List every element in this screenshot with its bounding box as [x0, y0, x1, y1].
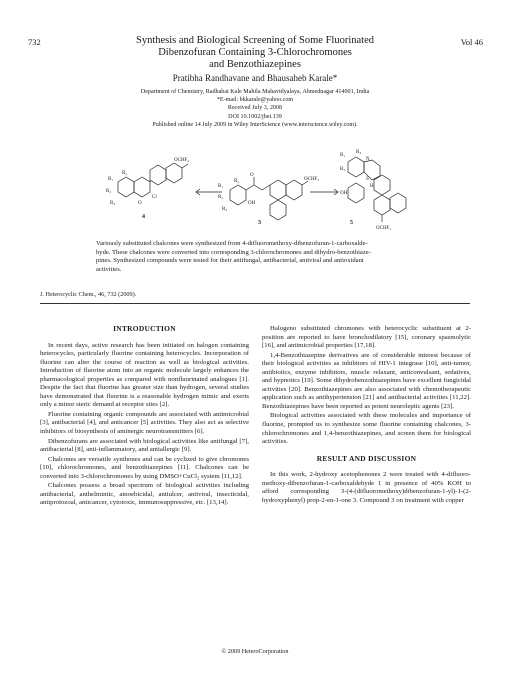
authors: Pratibha Randhavane and Bhausaheb Karale*: [172, 73, 338, 83]
figure-group-label: S: [366, 177, 369, 182]
substituent-label: R₂: [340, 167, 346, 172]
substituent-label: R₃: [222, 207, 228, 212]
paragraph: Chalcones are versatile synthones and can be cyclized to give chromones [10], chlorochromones, and benzothiazepines [11]. Chalcones can be converted into 3-chlorochromones by using DMSO+CuCl₂ system [11,12].: [40, 455, 249, 480]
affiliation-line: Department of Chemistry, Radhabai Kale Mahila Mahavidyalaya, Ahmednagar 414001, India: [140, 89, 370, 95]
compound-label-3: 3: [258, 220, 261, 226]
substituent-label: R₁: [218, 184, 224, 189]
substituent-label: R₄: [122, 171, 128, 176]
paragraph: Chalcones possess a broad spectrum of biological activities including antibacterial, anthelmintic, amoebicidal, antiulcer, antiviral, insecticidal, antiprotozoal, anticancer, cytotoxic, immunosuppressive, etc. [13,14].: [40, 482, 249, 507]
section-heading-results: RESULT AND DISCUSSION: [316, 453, 417, 463]
copyright-footer: © 2009 HeteroCorporation: [221, 648, 289, 655]
figure-group-label: OCHF₂: [376, 226, 392, 231]
divider: [40, 303, 470, 304]
figure-group-label: OCHF₂: [174, 158, 190, 163]
substituent-label: R₂: [106, 189, 112, 194]
volume-label: Vol 46: [460, 37, 483, 47]
affiliation-block: [60, 88, 450, 129]
abstract-line: activities.: [96, 265, 122, 273]
substituent-label: R₄: [234, 179, 240, 184]
published-line: Published online 14 July 2009 in Wiley InterScience (www.interscience.wiley.com).: [152, 121, 358, 128]
section-heading-introduction: INTRODUCTION: [113, 324, 176, 333]
paragraph: Biological activities associated with these molecules and importance of fluorine, prompted us to synthesize some fluorine containing chalcones, 3-chlorochromones and 1,4-benzothiazepines, and screen them for biological activities.: [262, 412, 471, 446]
figure-group-label: O: [138, 201, 142, 206]
figure-group-label: Cl: [152, 195, 157, 200]
paragraph: Fluorine containing organic compounds are associated with antimicrobial [3], antibacterial [4], and anticancer [5] activities. They also act as selective inhibitors of biosynthesis of aminergic neurotransmitters [6].: [40, 410, 249, 436]
left-column: [40, 325, 249, 509]
graphical-abstract-figure: [100, 140, 420, 235]
substituent-label: R₂: [218, 195, 224, 200]
figure-group-label: OCHF₂: [304, 177, 320, 182]
figure-group-label: N: [366, 157, 370, 162]
figure-group-label: O: [250, 173, 254, 178]
journal-reference: J. Heterocyclic Chem., 46, 732 (2009).: [40, 291, 137, 298]
right-column: [262, 325, 471, 506]
email-line: *E-mail: bkkarale@yahoo.com: [216, 97, 294, 104]
page-number: 732: [28, 37, 41, 47]
substituent-label: R₃: [110, 201, 116, 206]
title-line: and Benzothiazepines: [209, 59, 301, 70]
paragraph: In this work, 2-hydroxy acetophenones 2 were treated with 4-difluoro-methoxy-dibenzofuran-1-carboxaldehyde 1 in presence of 40% KOH to afford corresponding 3-(4-(difluoromethoxy)dibenzofuran-1-yl)-1-(2-hydroxyphenyl) prop-2-en-1-one 3. Compound 3 on treatment with copper: [262, 471, 471, 504]
substituent-label: R₄: [356, 150, 362, 155]
paragraph: 1,4-Benzothiazepine derivatives are of considerable interest because of their biological activities as inhibitors of HIV-1 integrase [10], anti-tumor, antibiotics, enzyme inhibitors, muscle relaxant, anticonvulsant, sedatives, and hypnotics [19]. Some dihydrobenzothiazepines have excellent fungicidal activities [20]. Benzothiazepines are also associated with chemotherapeutic application such as antihypertension [21] and antibacterial activities [11,22]. Benzothiazepines have been reported as potent neuroleptic agents [23].: [262, 351, 471, 410]
compound-label-4: 4: [142, 214, 145, 220]
substituent-label: R₁: [340, 153, 346, 158]
received-line: Received July 3, 2008: [227, 105, 283, 112]
figure-group-label: H: [370, 184, 374, 189]
substituent-label: R₁: [108, 177, 114, 182]
paragraph: In recent days, active research has been initiated on halogen containing heterocycles, particularly fluorine containing heterocycles. Incorporation of fluorine can alter the course of reaction as well as biological activities. Introduction of fluorine atom into an organic molecule largely enhances the pharmacological properties as compared with nonfluorinated analogues [1]. Despite the fact that fluorine has greater size than hydrogen, several studies have demonstrated that fluorine is a reasonable hydrogen mimic and exerts only a minor steric demand at receptor sites [2].: [40, 341, 249, 409]
title-line: Dibenzofuran Containing 3-Chlorochromones: [158, 47, 352, 58]
figure-group-label: OH: [340, 191, 348, 196]
doi-line: DOI 10.1002/jhet.139: [228, 113, 282, 120]
paragraph: Dibenzofurans are associated with biological activities like antifungal [7], antibacterial [8], anti-inflammatory, and antiallergic [9].: [40, 437, 249, 454]
abstract-line: pines. Synthesized compounds were tested for their antifungal, antibacterial, antiviral and antioxidant: [96, 257, 364, 265]
article-title: [90, 35, 420, 71]
abstract-line: hyde. These chalcones were converted into corresponding 3-chlorochromones and dihydro-benzothiaze-: [96, 248, 371, 256]
abstract-line: Variously substituted chalcones were synthesized from 4-difluoromethoxy-dibenzofuran-1-carboxalde-: [96, 240, 368, 247]
figure-group-label: OH: [248, 201, 256, 206]
abstract: [96, 240, 416, 274]
title-line: Synthesis and Biological Screening of Some Fluorinated: [136, 35, 374, 46]
compound-label-5: 5: [350, 220, 353, 226]
paragraph: Halogeno substituted chromones with heterocyclic substituent at 2-position are reported to have bronchodilatory [15], coronary spasmolytic [16], and antimicrobial properties [17,18].: [262, 325, 471, 350]
